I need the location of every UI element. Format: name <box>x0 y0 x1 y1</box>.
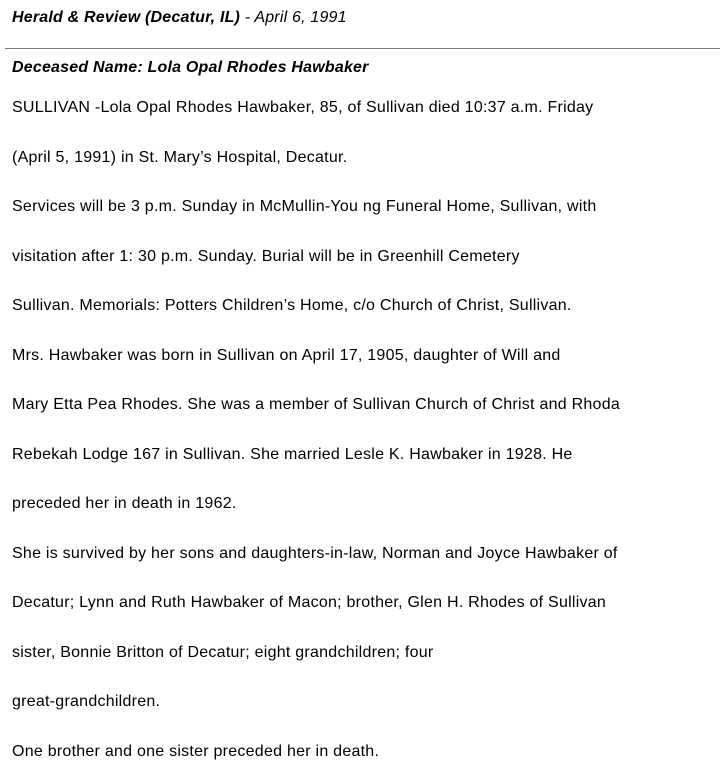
obituary-line-14: One brother and one sister preceded her in death. <box>12 743 380 760</box>
obituary-line-3: Services will be 3 p.m. Sunday in McMullin-You ng Funeral Home, Sullivan, with <box>12 198 597 215</box>
obituary-line-4: visitation after 1: 30 p.m. Sunday. Burial will be in Greenhill Cemetery <box>12 248 520 265</box>
obituary-line-8: Rebekah Lodge 167 in Sullivan. She married Lesle K. Hawbaker in 1928. He <box>12 446 573 463</box>
publication-date: - April 6, 1991 <box>240 9 347 26</box>
obituary-line-13: great-grandchildren. <box>12 693 161 710</box>
obituary-line-1: SULLIVAN -Lola Opal Rhodes Hawbaker, 85, of Sullivan died 10:37 a.m. Friday <box>12 99 594 116</box>
obituary-line-5: Sullivan. Memorials: Potters Children’s Home, c/o Church of Christ, Sullivan. <box>12 297 572 314</box>
obituary-line-9: preceded her in death in 1962. <box>12 495 237 512</box>
deceased-name-heading: Deceased Name: Lola Opal Rhodes Hawbaker <box>12 59 369 76</box>
header-divider <box>5 48 720 49</box>
newspaper-name: Herald & Review (Decatur, IL) <box>12 9 241 26</box>
obituary-line-2: (April 5, 1991) in St. Mary’s Hospital, Decatur. <box>12 149 348 166</box>
newspaper-header <box>12 9 347 27</box>
obituary-line-7: Mary Etta Pea Rhodes. She was a member of Sullivan Church of Christ and Rhoda <box>12 396 620 413</box>
obituary-line-11: Decatur; Lynn and Ruth Hawbaker of Macon; brother, Glen H. Rhodes of Sullivan <box>12 594 607 611</box>
obituary-line-12: sister, Bonnie Britton of Decatur; eight grandchildren; four <box>12 644 434 661</box>
obituary-line-10: She is survived by her sons and daughters-in-law, Norman and Joyce Hawbaker of <box>12 545 618 562</box>
obituary-line-6: Mrs. Hawbaker was born in Sullivan on April 17, 1905, daughter of Will and <box>12 347 561 364</box>
